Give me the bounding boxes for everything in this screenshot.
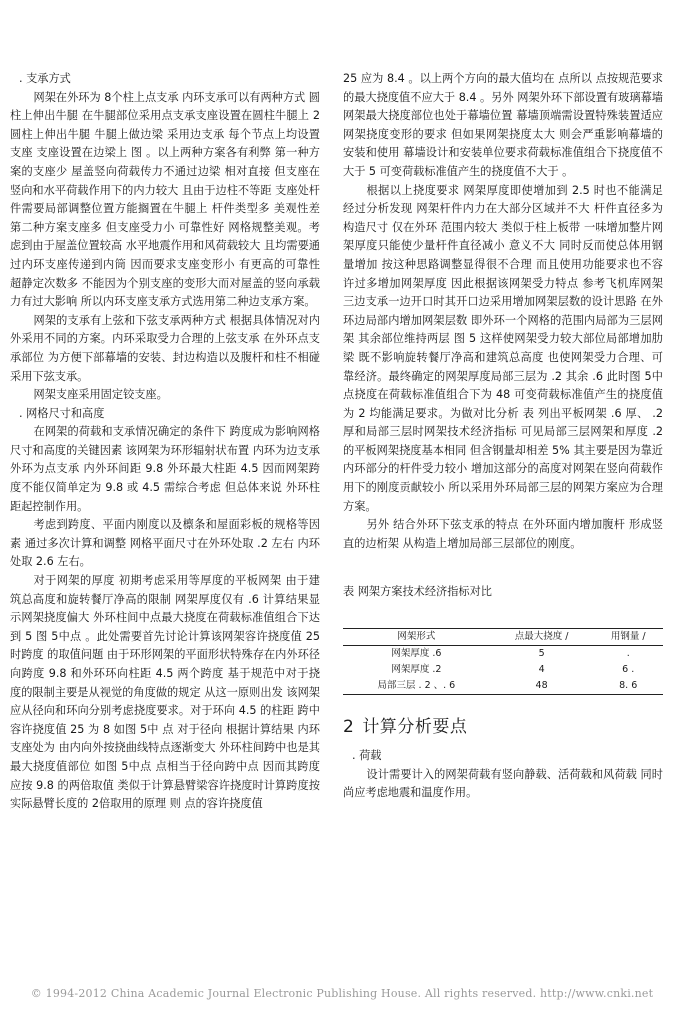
- paragraph: 网架在外环为 8个柱上点支承 内环支承可以有两种方式 圆柱上伸出牛腿 在牛腿部位采用点支承支座设置在圆柱牛腿上 2 圆柱上伸出牛腿 牛腿上做边梁 采用边支承 每个节点上均设置支座 支座设置在边梁上 图 。以上两种方案各有利弊 第一种方案的支座少 屋盖竖向荷载传力不通过边梁 相对直接 但支座在竖向和水平荷载作用下的内力较大 且由于边柱不等距 支座处杆件需要局部调整位置方能搁置在牛腿上 杆件类型多 美观性差 第二种方案支座多 但支座受力小 可靠性好 网格规整美观。考虑到由于屋盖位置较高 水平地震作用和风荷载较大 且均需要通过内环支座传递到内筒 因而要求支座变形小 有更高的可靠性 超静定次数多 不能因为个别支座的变形大而对屋盖的竖向承载力有过大影响 所以内环支座支承方式选用第二种边支承方案。: [10, 90, 320, 309]
- table-cell: 网架厚度 .2: [391, 664, 442, 676]
- right-column-text: [343, 70, 663, 553]
- table-cell: 8. 6: [593, 678, 663, 695]
- subsection-heading: . 网格尺寸和高度: [18, 406, 105, 420]
- table-cell: 局部三层 . 2 、. 6: [343, 678, 490, 695]
- left-column: [10, 70, 320, 814]
- section-title: 计算分析要点: [362, 717, 468, 738]
- paragraph: 网架支座采用固定铰支座。: [33, 388, 168, 402]
- table-row: [343, 662, 663, 678]
- table-cell: .: [626, 648, 630, 660]
- paragraph: 考虑到跨度、平面内刚度以及檩条和屋面彩板的规格等因素 通过多次计算和调整 网格平面尺寸在外环处取 .2 左右 内环处取 2.6 左右。: [10, 518, 320, 569]
- section-heading: [343, 715, 663, 739]
- copyright-footer: © 1994-2012 China Academic Journal Electronic Publishing House. All rights reserved. http://www.cnki.net: [30, 987, 654, 1000]
- paragraph: 另外 结合外环下弦支承的特点 在外环面内增加腹杆 形成竖直的边桁架 从构造上增加局部三层部位的刚度。: [343, 518, 663, 550]
- table-cell: 5: [538, 648, 545, 660]
- table-cell: 48: [490, 678, 594, 695]
- comparison-table: [343, 628, 663, 695]
- table-header-cell: 网架形式: [343, 629, 490, 646]
- table-header-cell: 点最大挠度 /: [490, 629, 594, 646]
- section-number: 2: [343, 717, 355, 738]
- paragraph: 对于网架的厚度 初期考虑采用等厚度的平板网架 由于建筑总高度和旋转餐厅净高的限制 网架厚度仅有 .6 计算结果显示网架挠度偏大 外环柱间中点最大挠度在荷载标准值组合下达到 5 图 5中点 。此处需要首先讨论计算该网架容许挠度值 25时跨度 的取值问题 由于环形网架的平面形状特殊存在内外环径向跨度 9.8 和外环环向柱距 4.5 两个跨度 基于规范中对于挠度的限制主要是从视觉的角度做的规定 从这一原则出发 该网架应从径向和环向分别考虑挠度要求。对于环向 4.5 的柱距 跨中容许挠度值 25 为 8 如图 5中 点 对于径向 根据计算结果 内环支座处为 由内向外按挠曲线特点逐渐变大 外环柱间跨中也是其最大挠度值部位 如图 5中点 点相当于径向跨中点 因而其跨度应按 9.8 的两倍取值 类似于计算悬臂梁容许挠度时计算跨度按实际悬臂长度的 2倍取用的原理 则 点的容许挠度值: [10, 574, 320, 811]
- subsection-heading: . 支承方式: [18, 72, 71, 85]
- right-column: [343, 70, 663, 803]
- table-header-cell: 用钢量 /: [593, 629, 663, 646]
- table-cell: 6 .: [622, 664, 635, 676]
- paragraph: 根据以上挠度要求 网架厚度即使增加到 2.5 时也不能满足 经过分析发现 网架杆件内力在大部分区域并不大 杆件直径多为构造尺寸 仅在外环 范围内较大 类似于柱上板带 一味增加整片网架厚度只能使少量杆件直径减小 意义不大 同时反而使总体用钢量增加 按这种思路调整显得很不合理 而且使用功能要求也不容许过多增加网架厚度 因此根据该网架受力特点 参考飞机库网架三边支承一边开口时其开口边采用增加网架层数的设计思路 在外环边局部内增加网架层数 即外环一个网格的范围内局部为三层网架 其余部位维持两层 图 5 这样使网架受力较大部位局部增加肋梁 既不影响旋转餐厅净高和建筑总高度 也使网架受力合理、可靠经济。最终确定的网架厚度局部三层为 .2 其余 .6 此时图 5中 点挠度在荷载标准值组合下为 48 可变荷载标准值产生的挠度值为 2 均能满足要求。为做对比分析 表 列出平板网架 .6 厚、 .2 厚和局部三层时网架技术经济指标 可见局部三层网架和厚度 .2 的平板网架挠度基本相同 但含钢量却相差 5% 其主要是因为靠近内环部分的杆件受力较小 增加这部分的高度对网架在竖向荷载作用下的刚度贡献较小 所以采用外环局部三层的网架方案应为合理方案。: [343, 183, 663, 513]
- paragraph: 设计需要计入的网架荷载有竖向静载、活荷载和风荷载 同时尚应考虑地震和温度作用。: [343, 767, 663, 800]
- paragraph: 网架的支承有上弦和下弦支承两种方式 根据具体情况对内外采用不同的方案。内环采取受力合理的上弦支承 在外环点支承部位 为方便下部幕墙的安装、封边构造以及腹杆和柱不相碰 采用下弦支承。: [10, 313, 320, 383]
- table-row: [343, 646, 663, 663]
- right-column-bottom-text: [343, 747, 663, 803]
- paragraph: 在网架的荷载和支承情况确定的条件下 跨度成为影响网格尺寸和高度的关键因素 该网架为环形辐射状布置 内环为边支承 外环为点支承 内外环间距 9.8 外环最大柱距 4.5 因而网架跨度不能仅简单定为 9.8 或 4.5 需综合考虑 但总体来说 外环柱距起控制作用。: [10, 425, 320, 513]
- table-cell: 网架厚度 .6: [391, 648, 442, 660]
- table-row: [343, 678, 663, 695]
- table-header-row: [343, 629, 663, 646]
- subsection-heading: . 荷载: [351, 749, 382, 763]
- paragraph: 25 应为 8.4 。以上两个方向的最大值均在 点所以 点按规范要求的最大挠度值不应大于 8.4 。另外 网架外环下部设置有玻璃幕墙 网架最大挠度部位也处于幕墙位置 幕墙顶端需设置特殊装置适应网架挠度变形的要求 但如果网架挠度太大 则会严重影响幕墙的安装和使用 幕墙设计和安装单位要求荷载标准值组合下挠度值不大于 5 可变荷载标准值产生的挠度值不大于 。: [343, 72, 663, 178]
- table-title: 表 网架方案技术经济指标对比: [343, 585, 492, 599]
- comparison-table-block: [343, 583, 663, 695]
- table-cell: 4: [538, 664, 545, 676]
